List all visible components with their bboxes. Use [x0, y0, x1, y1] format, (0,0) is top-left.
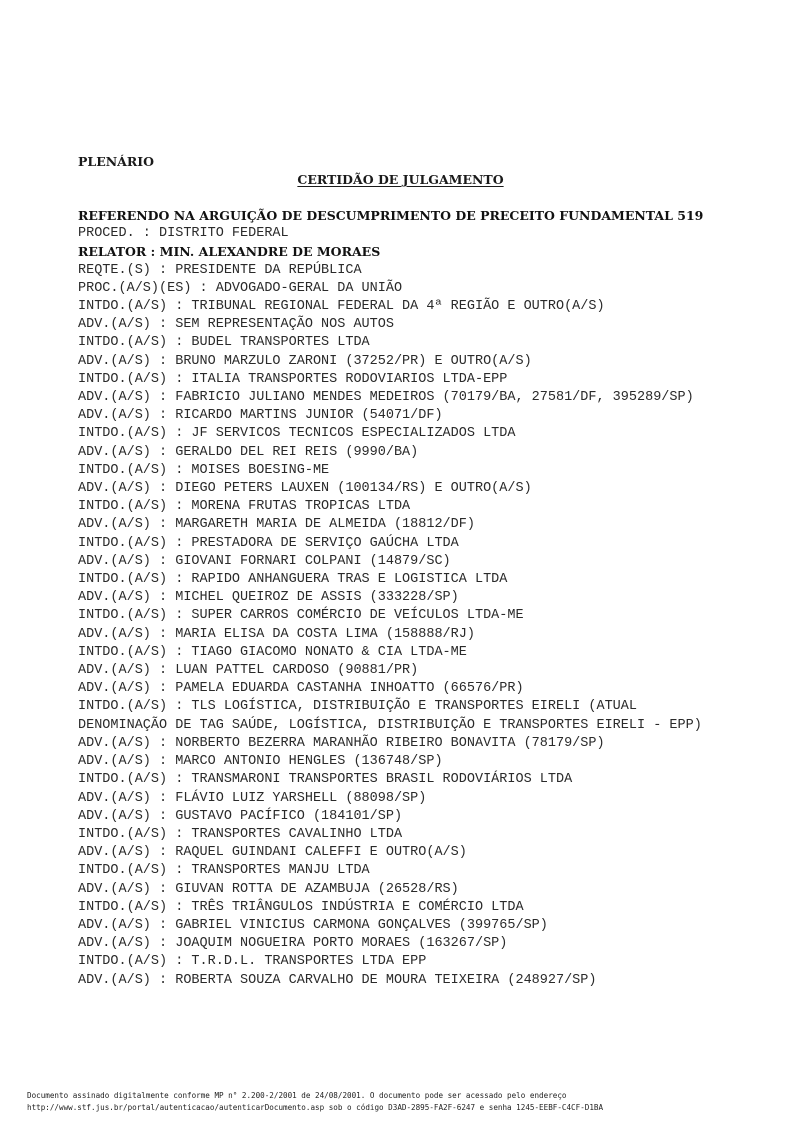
section-label: PLENÁRIO	[78, 154, 154, 169]
party-line: INTDO.(A/S) : TRANSMARONI TRANSPORTES BRASIL RODOVIÁRIOS LTDA	[78, 772, 573, 788]
party-line: ADV.(A/S) : DIEGO PETERS LAUXEN (100134/RS) E OUTRO(A/S)	[78, 481, 532, 497]
footer-line-1: Documento assinado digitalmente conforme MP n° 2.200-2/2001 de 24/08/2001. O documento pode ser acessado pelo endereço	[27, 1091, 567, 1100]
party-line: ADV.(A/S) : JOAQUIM NOGUEIRA PORTO MORAES (163267/SP)	[78, 936, 508, 952]
party-line: ADV.(A/S) : FLÁVIO LUIZ YARSHELL (88098/SP)	[78, 790, 427, 806]
document-title-text: CERTIDÃO DE JULGAMENTO	[297, 172, 504, 187]
party-line: ADV.(A/S) : BRUNO MARZULO ZARONI (37252/PR) E OUTRO(A/S)	[78, 353, 532, 369]
party-line: INTDO.(A/S) : MOISES BOESING-ME	[78, 462, 330, 478]
party-line: INTDO.(A/S) : TIAGO GIACOMO NONATO & CIA LTDA-ME	[78, 644, 467, 660]
party-line: INTDO.(A/S) : T.R.D.L. TRANSPORTES LTDA EPP	[78, 954, 427, 970]
party-line: ADV.(A/S) : MICHEL QUEIROZ DE ASSIS (333228/SP)	[78, 590, 459, 606]
party-line: ADV.(A/S) : RICARDO MARTINS JUNIOR (54071/DF)	[78, 408, 443, 424]
signature-footer	[27, 1090, 787, 1113]
reqte-line: REQTE.(S) : PRESIDENTE DA REPÚBLICA	[78, 262, 362, 278]
proced-line: PROCED. : DISTRITO FEDERAL	[78, 226, 289, 242]
proc-line: PROC.(A/S)(ES) : ADVOGADO-GERAL DA UNIÃO	[78, 280, 403, 296]
party-line: INTDO.(A/S) : MORENA FRUTAS TROPICAS LTDA	[78, 499, 411, 515]
party-line: ADV.(A/S) : ROBERTA SOUZA CARVALHO DE MOURA TEIXEIRA (248927/SP)	[78, 972, 597, 988]
party-line: INTDO.(A/S) : PRESTADORA DE SERVIÇO GAÚCHA LTDA	[78, 535, 459, 551]
case-heading: REFERENDO NA ARGUIÇÃO DE DESCUMPRIMENTO DE PRECEITO FUNDAMENTAL 519	[78, 208, 704, 223]
party-line: ADV.(A/S) : PAMELA EDUARDA CASTANHA INHOATTO (66576/PR)	[78, 681, 524, 697]
party-line: INTDO.(A/S) : ITALIA TRANSPORTES RODOVIARIOS LTDA-EPP	[78, 371, 508, 387]
party-line: INTDO.(A/S) : RAPIDO ANHANGUERA TRAS E LOGISTICA LTDA	[78, 572, 508, 588]
party-line: ADV.(A/S) : GERALDO DEL REI REIS (9990/BA)	[78, 444, 419, 460]
party-line: INTDO.(A/S) : TLS LOGÍSTICA, DISTRIBUIÇÃO E TRANSPORTES EIRELI (ATUAL DENOMINAÇÃO DE TAG SAÚDE, LOGÍSTICA, DISTRIBUIÇÃO E TRANSPORTES EIRELI - EPP)	[78, 699, 702, 733]
party-line: INTDO.(A/S) : JF SERVICOS TECNICOS ESPECIALIZADOS LTDA	[78, 426, 516, 442]
party-line: ADV.(A/S) : FABRICIO JULIANO MENDES MEDEIROS (70179/BA, 27581/DF, 395289/SP)	[78, 390, 694, 406]
party-line: INTDO.(A/S) : TRÊS TRIÂNGULOS INDÚSTRIA E COMÉRCIO LTDA	[78, 899, 524, 915]
party-line: ADV.(A/S) : RAQUEL GUINDANI CALEFFI E OUTRO(A/S)	[78, 845, 467, 861]
party-line: INTDO.(A/S) : BUDEL TRANSPORTES LTDA	[78, 335, 370, 351]
party-line: INTDO.(A/S) : TRANSPORTES MANJU LTDA	[78, 863, 370, 879]
party-line: ADV.(A/S) : LUAN PATTEL CARDOSO (90881/PR)	[78, 663, 419, 679]
party-line: ADV.(A/S) : GIUVAN ROTTA DE AZAMBUJA (26528/RS)	[78, 881, 459, 897]
party-line: ADV.(A/S) : GABRIEL VINICIUS CARMONA GONÇALVES (399765/SP)	[78, 917, 548, 933]
party-line: INTDO.(A/S) : TRANSPORTES CAVALINHO LTDA	[78, 826, 403, 842]
party-line: INTDO.(A/S) : TRIBUNAL REGIONAL FEDERAL DA 4ª REGIÃO E OUTRO(A/S)	[78, 299, 605, 315]
relator-line: RELATOR : MIN. ALEXANDRE DE MORAES	[78, 244, 381, 260]
party-line: ADV.(A/S) : GIOVANI FORNARI COLPANI (14879/SC)	[78, 553, 451, 569]
case-details	[78, 207, 723, 990]
party-line: ADV.(A/S) : MARGARETH MARIA DE ALMEIDA (18812/DF)	[78, 517, 475, 533]
document-title	[78, 171, 723, 189]
party-line: INTDO.(A/S) : SUPER CARROS COMÉRCIO DE VEÍCULOS LTDA-ME	[78, 608, 524, 624]
party-line: ADV.(A/S) : MARIA ELISA DA COSTA LIMA (158888/RJ)	[78, 626, 475, 642]
party-line: ADV.(A/S) : MARCO ANTONIO HENGLES (136748/SP)	[78, 754, 443, 770]
footer-line-2: http://www.stf.jus.br/portal/autenticacao/autenticarDocumento.asp sob o código D3AD-2895-FA2F-6247 e senha 1245-EEBF-C4CF-D1BA	[27, 1102, 604, 1112]
party-line: ADV.(A/S) : GUSTAVO PACÍFICO (184101/SP)	[78, 808, 403, 824]
party-line: ADV.(A/S) : NORBERTO BEZERRA MARANHÃO RIBEIRO BONAVITA (78179/SP)	[78, 735, 605, 751]
party-line: ADV.(A/S) : SEM REPRESENTAÇÃO NOS AUTOS	[78, 317, 394, 333]
